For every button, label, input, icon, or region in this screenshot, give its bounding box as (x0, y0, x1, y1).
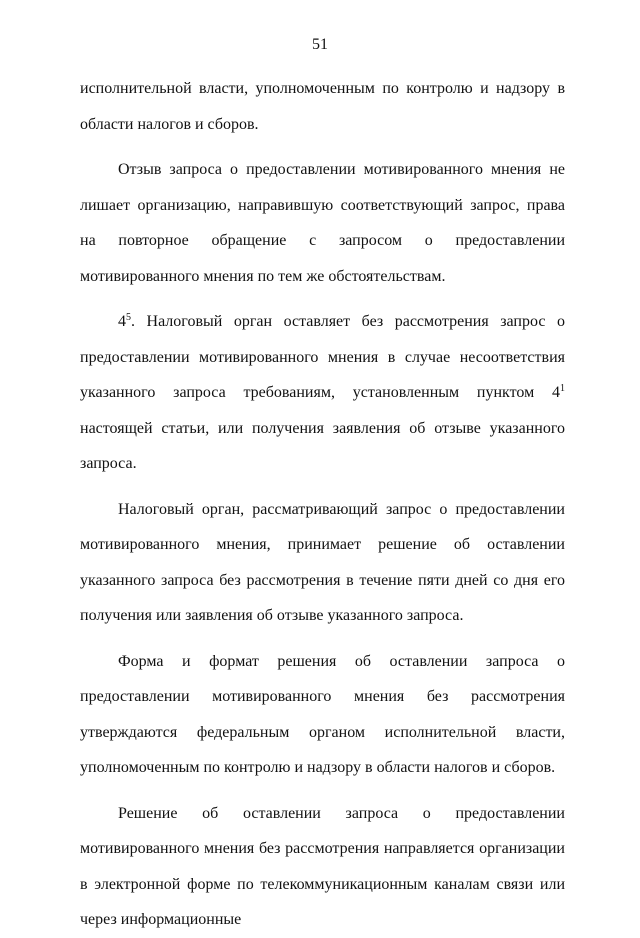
paragraph-4: Налоговый орган, рассматривающий запрос о предоставлении мотивированного мнения, принимает решение об оставлении указанного запроса без рассмотрения в течение пяти дней со дня его получения или заявления об отзыве указанного запроса. (80, 500, 565, 624)
document-body (80, 71, 565, 938)
page-number: 51 (312, 36, 328, 53)
paragraph-3-text-after: настоящей статьи, или получения заявления об отзыве указанного запроса. (80, 419, 565, 472)
clause-number: 4 (118, 313, 126, 330)
paragraph-2: Отзыв запроса о предоставлении мотивированного мнения не лишает организацию, направившую соответствующий запрос, права на повторное обращение с запросом о предоставлении мотивированного мнения по тем же обстоятельствам. (80, 161, 565, 285)
paragraph-5: Форма и формат решения об оставлении запроса о предоставлении мотивированного мнения без рассмотрения утверждаются федеральным органом исполнительной власти, уполномоченным по контролю и надзору в области налогов и сборов. (80, 652, 565, 776)
paragraph-3-text-before: . Налоговый орган оставляет без рассмотрения запрос о предоставлении мотивированного мнения в случае несоответствия указанного запроса требованиям, установленным пунктом 4 (80, 313, 565, 401)
paragraph-1: исполнительной власти, уполномоченным по контролю и надзору в области налогов и сборов. (80, 80, 565, 133)
clause-reference-superscript: 1 (560, 383, 565, 394)
paragraph-3 (80, 304, 565, 482)
paragraph-6: Решение об оставлении запроса о предоставлении мотивированного мнения без рассмотрения направляется организации в электронной форме по телекоммуникационным каналам связи или через информационные (80, 804, 565, 928)
clause-number-superscript: 5 (126, 312, 131, 323)
